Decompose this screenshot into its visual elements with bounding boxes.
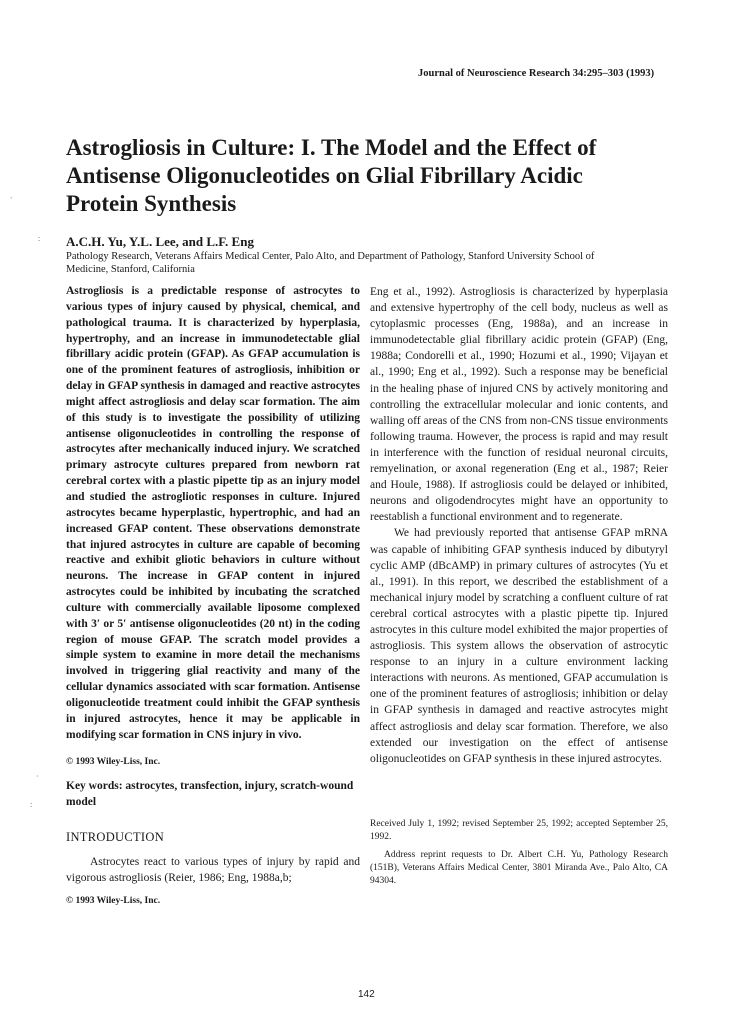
- introduction-paragraph-2: We had previously reported that antisense GFAP mRNA was capable of inhibiting GFAP synthesis induced by dibutyryl cyclic AMP (dBcAMP) in primary cultures of astrocytes (Yu et al., 1991). In this report, we described the establishment of a mechanical injury model by scratching a confluent culture of rat cerebral cortical astrocytes with a plastic pipette tip. Injured astrocytes in this culture model exhibited the major properties of astrogliosis. This system allows the observation of astrocytic response to an injury in a culture environment lacking interactions with neurons. As mentioned, GFAP accumulation is one of the prominent features of astrogliosis; inhibition or delay in GFAP synthesis in damaged and reactive astrocytes might affect astrogliosis and delay scar formation. Therefore, we also extended our investigation on the effect of antisense oligonucleotides on GFAP synthesis in these injured astrocytes.: [370, 527, 668, 765]
- introduction-paragraph-1: Eng et al., 1992). Astrogliosis is characterized by hyperplasia and extensive hypertrophy of the cell body, nucleus as well as cytoplasmic processes (Eng, 1988a), and an increase in immunodetectable glial fibrillary acidic protein (GFAP) (Eng, 1988a; Condorelli et al., 1990; Hozumi et al., 1990; Vijayan et al., 1990; Eng et al., 1992). Such a response may be beneficial in the healing phase of injured CNS by actively monitoring and controlling the extracellular molecular and ionic contents, and walling off areas of the CNS from non-CNS tissue environments following trauma. However, the process is rapid and may result in interference with the function of residual neuronal circuits, remyelination, or axonal regeneration (Eng et al., 1987; Reier and Houle, 1988). If astrogliosis could be delayed or inhibited, neurons and oligodendrocytes might have an opportunity to reestablish a functional environment and to regenerate.: [370, 286, 668, 524]
- scan-speck: :: [38, 234, 41, 243]
- journal-citation: Journal of Neuroscience Research 34:295–303 (1993): [418, 68, 655, 79]
- introduction-heading: INTRODUCTION: [66, 830, 165, 844]
- introduction-left-paragraph: Astrocytes react to various types of injury by rapid and vigorous astrogliosis (Reier, 1986; Eng, 1988a,b;: [66, 856, 360, 884]
- scan-speck: ˋ: [10, 196, 13, 205]
- scan-speck: ·: [36, 772, 39, 781]
- scan-speck: :: [30, 800, 33, 809]
- abstract-copyright: © 1993 Wiley-Liss, Inc.: [66, 757, 161, 767]
- reprint-address: Address reprint requests to Dr. Albert C.H. Yu, Pathology Research (151B), Veterans Affairs Medical Center, 3801 Miranda Ave., Palo Alto, CA 94304.: [370, 850, 668, 886]
- right-column: [370, 284, 668, 767]
- received-dates: Received July 1, 1992; revised September 25, 1992; accepted September 25, 1992.: [370, 819, 668, 842]
- article-authors: A.C.H. Yu, Y.L. Lee, and L.F. Eng: [66, 234, 254, 249]
- page-number: 142: [358, 989, 375, 1000]
- page-copyright: © 1993 Wiley-Liss, Inc.: [66, 896, 161, 906]
- article-title: Astrogliosis in Culture: I. The Model and the Effect of Antisense Oligonucleotides on Glial Fibrillary Acidic Protein Synthesis: [66, 135, 597, 216]
- author-affiliation: Pathology Research, Veterans Affairs Medical Center, Palo Alto, and Department of Pathology, Stanford University School of Medicine, Stanford, California: [66, 251, 595, 275]
- abstract-text: Astrogliosis is a predictable response of astrocytes to various types of injury caused by physical, chemical, and pathological trauma. It is characterized by hyperplasia, hypertrophy, and an increase in immunodetectable glial fibrillary acidic protein (GFAP). As GFAP accumulation is one of the prominent features of astrogliosis, inhibition or delay in GFAP synthesis in damaged and reactive astrocytes might affect astrogliosis and delay scar formation. The aim of this study is to investigate the possibility of utilizing antisense oligonucleotides in controlling the response of astrocytes after mechanically induced injury. We scratched primary astrocyte cultures prepared from newborn rat cerebral cortex with a plastic pipette tip as an injury model and studied the astrogliotic responses in culture. Injured astrocytes became hyperplastic, hypertrophic, and had an increased GFAP content. These observations demonstrate that injured astrocytes in culture are capable of becoming reactive and exhibit gliotic behaviors in culture without neurons. The increase in GFAP content in injured astrocytes could be inhibited by incubating the scratched culture with commercially available liposome complexed with 3′ or 5′ antisense oligonucleotides (20 nt) in the coding region of mouse GFAP. The scratch model provides a simple system to examine in more detail the mechanisms involved in triggering glial reactivity and many of the cellular dynamics associated with scar formation. Antisense oligonucleotide treatment could inhibit the GFAP synthesis in injured astrocytes, hence it may be applicable in modifying scar formation in CNS injury in vivo.: [66, 285, 360, 741]
- keywords: Key words: astrocytes, transfection, injury, scratch-wound model: [66, 780, 354, 808]
